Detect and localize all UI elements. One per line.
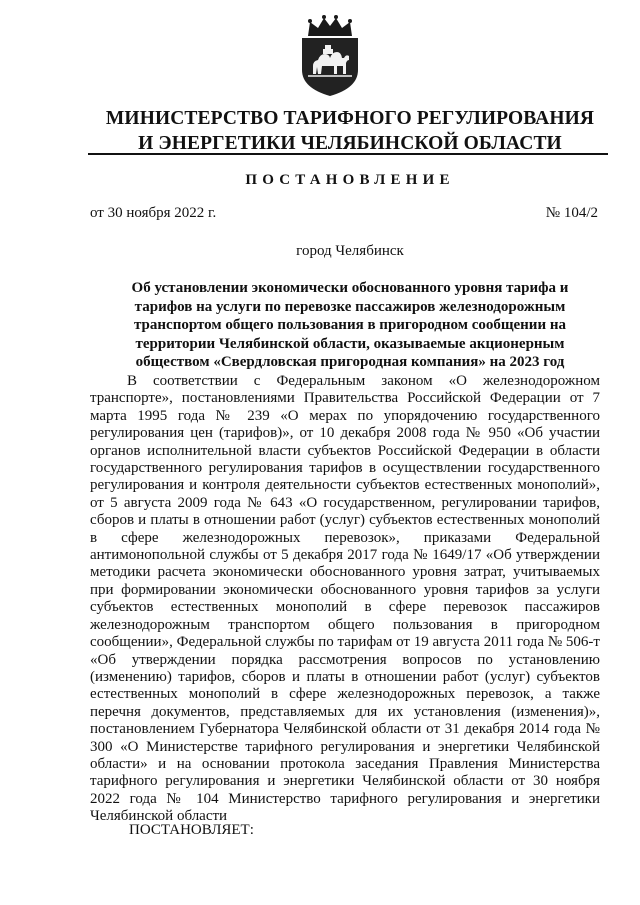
document-type: ПОСТАНОВЛЕНИЕ <box>245 172 455 188</box>
organization-name-line2: И ЭНЕРГЕТИКИ ЧЕЛЯБИНСКОЙ ОБЛАСТИ <box>138 133 562 154</box>
coat-of-arms-icon <box>296 14 364 98</box>
header-divider <box>88 153 608 155</box>
organization-name <box>90 106 610 156</box>
document-date: от 30 ноября 2022 г. <box>90 205 217 221</box>
document-title: Об установлении экономически обоснованного уровня тарифа и тарифов на услуги по перевозке пассажиров железнодорожным транспортом общего пользования в пригородном сообщении на территории Челябинской области, оказываемые акционерным обществом «Свердловская пригородная компания» на 2023 год <box>131 280 569 370</box>
organization-name-line1: МИНИСТЕРСТВО ТАРИФНОГО РЕГУЛИРОВАНИЯ <box>105 108 595 129</box>
document-city: город Челябинск <box>296 243 404 259</box>
body-paragraph: В соответствии с Федеральным законом «О железнодорожном транспорте», постановлениями Правительства Российской Федерации от 7 марта 1995 года № 239 «О мерах по упорядочению государственного регулирования цен (тарифов)», от 10 декабря 2008 года № 950 «Об участии органов исполнительной власти субъектов Российской Федерации в области государственного регулирования тарифов в осуществлении государственного регулирования и контроля деятельности субъектов естественных монополий», от 5 августа 2009 года № 643 «О государственном, регулировании тарифов, сборов и платы в отношении работ (услуг) субъектов естественных монополий в сфере железнодорожных перевозок», приказами Федеральной антимонопольной службы от 5 декабря 2017 года № 1649/17 «Об утверждении методики расчета экономически обоснованного уровня затрат, учитываемых при формировании экономически обоснованного уровня тарифов за услуги субъектов естественных монополий в сфере перевозок пассажиров железнодорожным транспортом общего пользования в пригородном сообщении», Федеральной службы по тарифам от 19 августа 2011 года № 506-т «Об утверждении порядка рассмотрения вопросов по установлению (изменению) тарифов, сборов и платы в отношении работ (услуг) субъектов естественных монополий в сфере железнодорожных перевозок, а также перечня документов, представляемых для их установления (изменения)», постановлением Губернатора Челябинской области от 31 декабря 2014 года № 300 «О Министерстве тарифного регулирования и энергетики Челябинской области» и на основании протокола заседания Правления Министерства тарифного регулирования и энергетики Челябинской области от 30 ноября 2022 года № 104 Министерство тарифного регулирования и энергетики Челябинской области <box>90 373 600 825</box>
decree-word: ПОСТАНОВЛЯЕТ: <box>129 822 254 838</box>
document-number: № 104/2 <box>545 205 598 221</box>
